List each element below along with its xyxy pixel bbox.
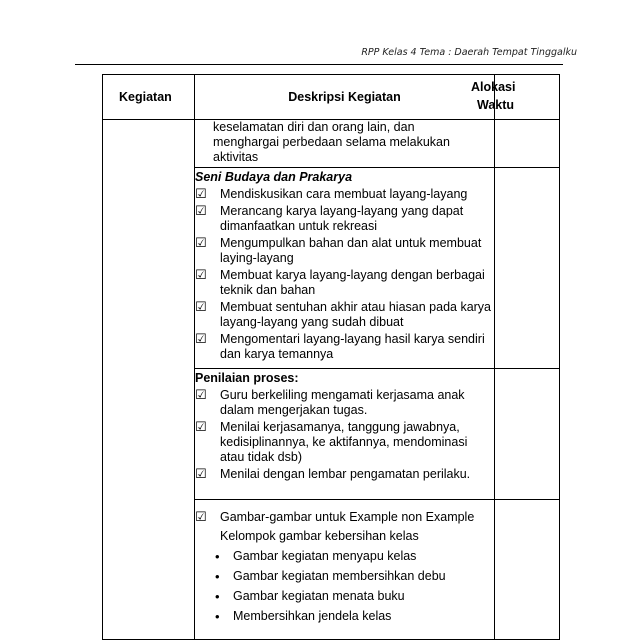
list-item: ☑ Membuat sentuhan akhir atau hiasan pada karya layang-layang yang sudah dibuat bbox=[195, 300, 492, 329]
activity-table bbox=[102, 74, 560, 640]
list-item: • Membersihkan jendela kelas bbox=[215, 609, 392, 624]
table-row bbox=[103, 120, 560, 168]
list-item: ☑ Menilai dengan lembar pengamatan perilaku. bbox=[195, 467, 471, 482]
checkbox-icon: ☑ bbox=[195, 268, 207, 283]
list-item: ☑ Mendiskusikan cara membuat layang-layang bbox=[195, 187, 468, 202]
header-kegiatan: Kegiatan bbox=[103, 75, 195, 120]
header-rule bbox=[75, 64, 563, 65]
checkbox-icon: ☑ bbox=[195, 300, 207, 315]
header-deskripsi: Deskripsi Kegiatan bbox=[195, 75, 495, 120]
page-header: RPP Kelas 4 Tema : Daerah Tempat Tinggalku bbox=[361, 47, 577, 58]
list-item: ☑ Merancang karya layang-layang yang dapat dimanfaatkan untuk rekreasi bbox=[195, 204, 464, 233]
checkbox-icon: ☑ bbox=[195, 187, 207, 202]
alokasi-cell bbox=[495, 120, 560, 168]
list-item: ☑ Mengumpulkan bahan dan alat untuk membuat laying-layang bbox=[195, 236, 482, 265]
penilaian-title: Penilaian proses: bbox=[195, 371, 299, 385]
alokasi-cell bbox=[495, 168, 560, 369]
list-item: ☑ Gambar-gambar untuk Example non Example bbox=[195, 510, 475, 525]
list-item: ☑ Mengomentari layang-layang hasil karya sendiri dan karya temannya bbox=[195, 332, 485, 361]
kegiatan-cell bbox=[103, 120, 195, 640]
penilaian-cell bbox=[195, 369, 495, 500]
media-subtitle: Kelompok gambar kebersihan kelas bbox=[220, 529, 419, 543]
list-item: • Gambar kegiatan menata buku bbox=[215, 589, 405, 604]
header-alokasi bbox=[471, 75, 560, 120]
bullet-icon: • bbox=[215, 569, 220, 584]
list-item: ☑ Membuat karya layang-layang dengan berbagai teknik dan bahan bbox=[195, 268, 485, 297]
bullet-icon: • bbox=[215, 589, 220, 604]
bullet-icon: • bbox=[215, 549, 220, 564]
continuation-cell bbox=[195, 120, 495, 168]
continuation-line: menghargai perbedaan selama melakukan bbox=[213, 135, 450, 149]
checkbox-icon: ☑ bbox=[195, 510, 207, 525]
header-alokasi-line1: Alokasi bbox=[471, 80, 516, 94]
sbdp-cell bbox=[195, 168, 495, 369]
list-item: ☑ Menilai kerjasamanya, tanggung jawabnya, kedisiplinannya, ke aktifannya, mendominasi atau tidak dsb) bbox=[195, 420, 468, 464]
media-cell bbox=[195, 500, 495, 640]
checkbox-icon: ☑ bbox=[195, 236, 207, 251]
sbdp-title: Seni Budaya dan Prakarya bbox=[195, 170, 353, 184]
alokasi-cell bbox=[495, 369, 560, 500]
checkbox-icon: ☑ bbox=[195, 467, 207, 482]
checkbox-icon: ☑ bbox=[195, 204, 207, 219]
list-item: • Gambar kegiatan menyapu kelas bbox=[215, 549, 417, 564]
checkbox-icon: ☑ bbox=[195, 420, 207, 435]
alokasi-cell bbox=[495, 500, 560, 640]
table-header-row bbox=[103, 75, 560, 120]
checkbox-icon: ☑ bbox=[195, 332, 207, 347]
bullet-icon: • bbox=[215, 609, 220, 624]
list-item: ☑ Guru berkeliling mengamati kerjasama anak dalam mengerjakan tugas. bbox=[195, 388, 465, 417]
continuation-line: aktivitas bbox=[213, 150, 259, 164]
checkbox-icon: ☑ bbox=[195, 388, 207, 403]
list-item: • Gambar kegiatan membersihkan debu bbox=[215, 569, 446, 584]
header-alokasi-line2: Waktu bbox=[477, 98, 515, 112]
continuation-line: keselamatan diri dan orang lain, dan bbox=[213, 120, 415, 134]
